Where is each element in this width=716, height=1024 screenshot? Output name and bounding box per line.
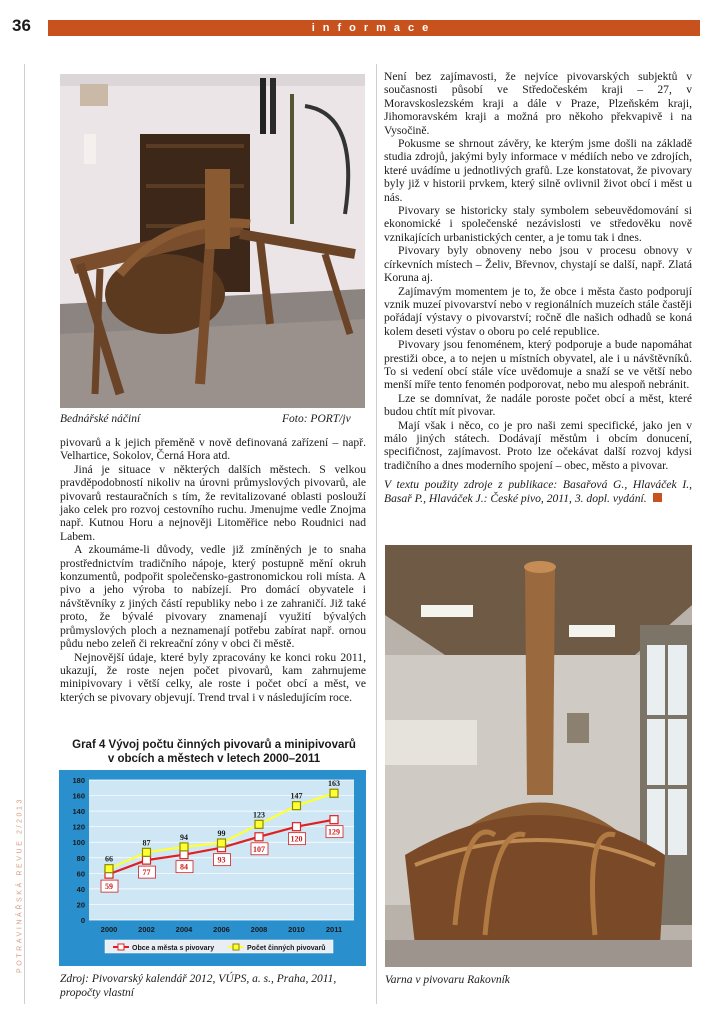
y-tick-label: 100 [72, 838, 85, 848]
column-divider [376, 64, 377, 1004]
data-label: 129 [328, 827, 340, 837]
graph-title-line2: v obcích a městech v letech 2000–2011 [107, 753, 321, 765]
left-paragraph: A zkoumáme-li důvody, vedle již zmíněných je to snaha prostřednictvím tradičního nápoje, který postupně mění okruh konzumentů, podpořit společensko-gastronomickou roli místa. A pivo a jeho výroba to nabízejí. Pro domácí obyvatele i návštěvníky z jiných částí republiky nebo i ze zahraničí. Již také proto, že bývalé pivovary znamenají využití bývalých průmyslových ploch a neznamenají potřebu zabírat např. ornou půdu nebo zeleň či rekreační zóny v obci či městě. [60, 543, 366, 651]
x-tick-label: 2002 [138, 925, 155, 934]
photo-cooper-tools [60, 74, 365, 408]
data-label: 66 [105, 854, 113, 864]
reference-note [384, 478, 692, 505]
data-point [180, 851, 188, 859]
right-paragraph: Mají však i něco, co je pro naši zemi specifické, jako jen v málo jiných státech. Dodávají městům i obcím donucení, specifičnost, zajímavost. Proto lze očekávat další rozvoj kdysi tradičního a dnes moderního spojení – obec, město a pivovar. [384, 418, 692, 472]
x-tick-label: 2008 [250, 925, 268, 934]
legend-marker [118, 944, 124, 950]
photo2-caption: Varna v pivovaru Rakovník [385, 974, 510, 986]
left-paragraph: Jiná je situace v některých dalších městech. S velkou pravděpodobností nikoliv na úrovni průmyslových pivovarů, ale pivovarů restauračních s tím, že revitalizované oblasti poslouží jako celek pro rozvoj cestovního ruchu. Jmenujme vedle Znojma např. Kutnou Horu a nejnověji Litoměřice nebo Roudnici nad Labem. [60, 462, 366, 543]
left-column-text [60, 436, 366, 704]
y-tick-label: 60 [76, 869, 85, 879]
y-tick-label: 80 [76, 853, 85, 863]
right-paragraph: Pivovary jsou fenoménem, který podporuje a bude napomáhat prestiži obce, a to nejen u místních obyvatel, ale i u návštěvníků. To si vedení obcí stále více uvědomuje a snaží se ve větší nebo menší míře tento fenomén podporovat, nebo mu alespoň nebránit. [384, 338, 692, 392]
data-point [293, 823, 301, 831]
data-label: 93 [217, 855, 226, 865]
photo1-caption-right: Foto: PORT/jv [282, 413, 351, 425]
reference-text: V textu použity zdroje z publikace: Basařová G., Hlaváček I., Basař P., Hlaváček J.: České pivo, 2011, 3. dopl. vydání. [384, 478, 692, 505]
y-tick-label: 180 [72, 776, 85, 785]
data-label: 163 [328, 779, 340, 789]
right-paragraph: Není bez zajímavosti, že nejvíce pivovarských subjektů v současnosti působí ve Středočeském kraji – 27, v Moravskoslezském kraji a dále v Praze, Plzeňském kraji, Jihomoravském kraji a možná pro někoho překvapivě i na Vysočině. [384, 70, 692, 137]
data-label: 59 [105, 882, 113, 892]
data-point [143, 856, 151, 864]
chart-svg [59, 770, 366, 966]
x-tick-label: 2004 [175, 925, 193, 934]
y-tick-label: 120 [72, 822, 85, 832]
legend-marker [233, 944, 239, 950]
journal-name: POTRAVINÁŘSKÁ REVUE 2/2013 [16, 796, 24, 974]
data-label: 84 [180, 862, 188, 872]
legend-label: Obce a města s pivovary [132, 945, 215, 952]
x-tick-label: 2010 [288, 925, 305, 934]
data-label: 107 [253, 844, 265, 854]
left-rule [24, 64, 25, 1004]
y-tick-label: 40 [76, 884, 85, 894]
data-point [143, 848, 151, 856]
photo-brewhouse [385, 545, 692, 967]
graph-title [60, 738, 368, 766]
data-point [330, 816, 338, 824]
left-paragraph: pivovarů a k jejich přeměně v nově definovaná zařízení – např. Velhartice, Sokolov, Černá Hora atd. [60, 436, 366, 463]
photo1-caption-left: Bednářské náčiní [60, 413, 141, 425]
x-tick-label: 2006 [213, 925, 230, 934]
data-point [105, 865, 113, 873]
page-number: 36 [12, 16, 31, 35]
data-label: 147 [290, 791, 303, 801]
end-mark [653, 493, 662, 502]
section-bar [48, 20, 700, 36]
data-label: 123 [253, 810, 265, 820]
chart [59, 770, 366, 966]
graph-title-line1: Graf 4 Vývoj počtu činných pivovarů a minipivovarů [72, 739, 356, 751]
data-label: 87 [142, 838, 151, 848]
right-column-text [384, 70, 692, 505]
x-tick-label: 2000 [100, 925, 118, 934]
data-point [293, 802, 301, 810]
y-tick-label: 20 [76, 900, 85, 910]
data-point [255, 820, 263, 828]
y-tick-label: 140 [72, 807, 85, 817]
y-tick-label: 0 [80, 916, 85, 925]
legend-label: Počet činných pivovarů [247, 945, 326, 952]
right-paragraph: Pokusme se shrnout závěry, ke kterým jsme došli na základě studia zdrojů, jakými byly informace v médiích nebo ve zdrojích, které uvádíme u jednotlivých grafů. Lze konstatovat, že pivovary byly již v historii prvkem, který silně ovlivnil život obcí i měst u nás. [384, 137, 692, 204]
right-paragraph: Lze se domnívat, že nadále poroste počet obcí a měst, které budou chtít mít pivovar. [384, 391, 692, 419]
data-point [255, 833, 263, 841]
right-paragraph: Zajímavým momentem je to, že obce i města často podporují vznik muzeí pivovarství nebo v regionálních muzeích stále častěji pořádají výstavy o pivovarství; ročně dle našich odhadů se koná kolem deseti výstav o oboru po celé republice. [384, 284, 692, 338]
right-paragraph: Pivovary se historicky staly symbolem sebeuvědomování si ekonomické i společenské nezávislosti ve středověku nově vznikajících urbanistických center, a je tomu tak i dnes. [384, 204, 692, 244]
data-point [218, 839, 226, 847]
section-label: informace [311, 22, 437, 34]
data-label: 99 [217, 829, 226, 838]
data-label: 77 [142, 868, 151, 878]
graph-source: Zdroj: Pivovarský kalendář 2012, VÚPS, a. s., Praha, 2011, propočty vlastní [60, 973, 337, 999]
data-point [180, 843, 188, 851]
data-label: 94 [180, 832, 188, 842]
y-tick-label: 160 [72, 791, 85, 801]
x-tick-label: 2011 [325, 925, 343, 934]
left-paragraph: Nejnovější údaje, které byly zpracovány ke konci roku 2011, ukazují, že roste nejen počet pivovarů, kam zahrnujeme minipivovary i větší celky, ale roste i počet obcí a měst, ve kterých se pivovary objevují. Trend trval i v následujícím roce. [60, 650, 366, 704]
data-point [330, 789, 338, 797]
right-paragraph: Pivovary byly obnoveny nebo jsou v procesu obnovy v církevních místech – Želiv, Břevnov, chystají se další, např. Zlatá Koruna aj. [384, 244, 692, 285]
data-label: 120 [290, 834, 303, 844]
